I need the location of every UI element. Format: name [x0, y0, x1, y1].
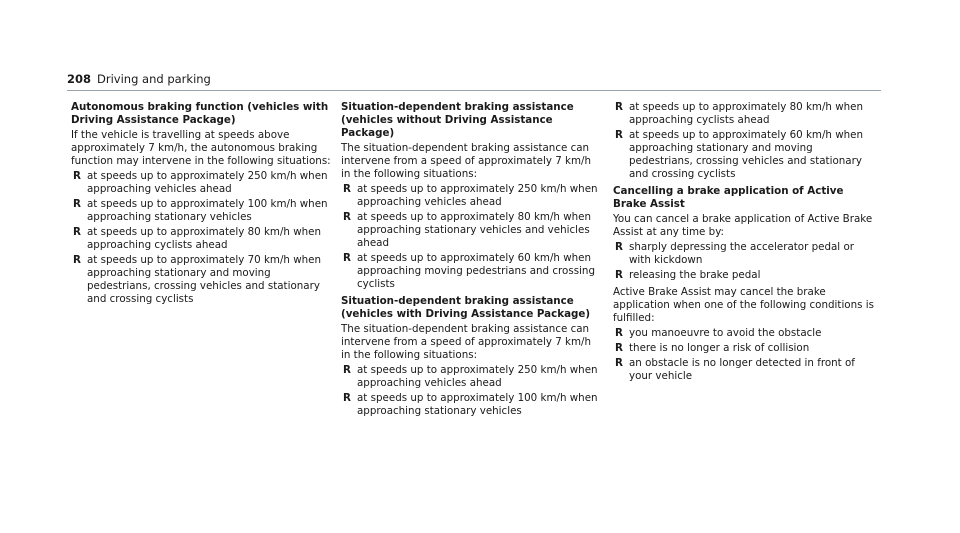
list-item [613, 241, 875, 267]
bullet-icon: R [343, 392, 351, 404]
list-item [71, 254, 333, 306]
braking-assist-with-package-list-continued [613, 101, 875, 181]
cancel-conditions-intro: Active Brake Assist may cancel the brake application when one of the following conditions is fulfilled: [613, 286, 874, 324]
cancelling-brake-heading: Cancelling a brake application of Active Brake Assist [613, 185, 844, 210]
braking-assist-with-package-heading: Situation-dependent braking assistance (vehicles with Driving Assistance Package) [341, 295, 591, 320]
list-item-text: there is no longer a risk of collision [629, 342, 810, 354]
list-item [613, 357, 875, 383]
cancelling-brake-intro: You can cancel a brake application of Active Brake Assist at any time by: [613, 213, 873, 238]
braking-assist-without-package-intro: The situation-dependent braking assistance can intervene from a speed of approximately 7 km/h in the following situations: [341, 142, 592, 180]
list-item [613, 342, 875, 355]
list-item [613, 129, 875, 181]
list-item [71, 226, 333, 252]
cancelling-brake-list [613, 241, 875, 282]
list-item [613, 327, 875, 340]
list-item-text: at speeds up to approximately 60 km/h when approaching moving pedestrians and crossing cyclists [357, 252, 595, 290]
bullet-icon: R [343, 364, 351, 376]
list-item-text: at speeds up to approximately 250 km/h when approaching vehicles ahead [87, 170, 328, 195]
list-item-text: you manoeuvre to avoid the obstacle [629, 327, 822, 339]
column-3 [613, 101, 875, 387]
list-item-text: releasing the brake pedal [629, 269, 761, 281]
bullet-icon: R [615, 342, 623, 354]
bullet-icon: R [615, 129, 623, 141]
bullet-icon: R [343, 252, 351, 264]
bullet-icon: R [615, 101, 623, 113]
list-item [341, 364, 603, 390]
braking-assist-with-package-intro: The situation-dependent braking assistance can intervene from a speed of approximately 7 km/h in the following situations: [341, 323, 592, 361]
braking-assist-without-package-list [341, 183, 603, 291]
bullet-icon: R [615, 327, 623, 339]
bullet-icon: R [615, 269, 623, 281]
column-1 [71, 101, 333, 310]
autonomous-braking-heading: Autonomous braking function (vehicles with Driving Assistance Package) [71, 101, 329, 126]
list-item-text: at speeds up to approximately 70 km/h when approaching stationary and moving pedestrians, crossing vehicles and stationary and crossing cyclists [87, 254, 322, 305]
list-item-text: at speeds up to approximately 100 km/h when approaching stationary vehicles [87, 198, 328, 223]
list-item-text: at speeds up to approximately 100 km/h when approaching stationary vehicles [357, 392, 598, 417]
bullet-icon: R [343, 211, 351, 223]
bullet-icon: R [73, 254, 81, 266]
list-item-text: sharply depressing the accelerator pedal or with kickdown [629, 241, 854, 266]
list-item-text: at speeds up to approximately 250 km/h when approaching vehicles ahead [357, 183, 598, 208]
list-item [71, 170, 333, 196]
bullet-icon: R [615, 241, 623, 253]
list-item-text: at speeds up to approximately 250 km/h when approaching vehicles ahead [357, 364, 598, 389]
list-item [341, 392, 603, 418]
cancel-conditions-list [613, 327, 875, 383]
list-item [613, 269, 875, 282]
list-item [341, 252, 603, 291]
bullet-icon: R [73, 226, 81, 238]
autonomous-braking-list [71, 170, 333, 306]
list-item-text: at speeds up to approximately 80 km/h when approaching cyclists ahead [87, 226, 322, 251]
section-title: Driving and parking [97, 72, 211, 86]
bullet-icon: R [73, 170, 81, 182]
list-item-text: at speeds up to approximately 60 km/h when approaching stationary and moving pedestrians, crossing vehicles and stationary and crossing cyclists [629, 129, 864, 180]
column-2 [341, 101, 603, 422]
bullet-icon: R [343, 183, 351, 195]
list-item [341, 183, 603, 209]
page-header [67, 72, 211, 86]
bullet-icon: R [615, 357, 623, 369]
braking-assist-without-package-heading: Situation-dependent braking assistance (vehicles without Driving Assistance Package) [341, 101, 574, 139]
list-item-text: at speeds up to approximately 80 km/h when approaching stationary vehicles and vehicles ahead [357, 211, 592, 249]
list-item [613, 101, 875, 127]
list-item-text: at speeds up to approximately 80 km/h when approaching cyclists ahead [629, 101, 864, 126]
bullet-icon: R [73, 198, 81, 210]
autonomous-braking-intro: If the vehicle is travelling at speeds above approximately 7 km/h, the autonomous braking function may intervene in the following situations: [71, 129, 331, 167]
page-number: 208 [67, 72, 92, 86]
list-item [341, 211, 603, 250]
header-divider [67, 90, 881, 91]
list-item-text: an obstacle is no longer detected in front of your vehicle [629, 357, 855, 382]
list-item [71, 198, 333, 224]
braking-assist-with-package-list [341, 364, 603, 418]
